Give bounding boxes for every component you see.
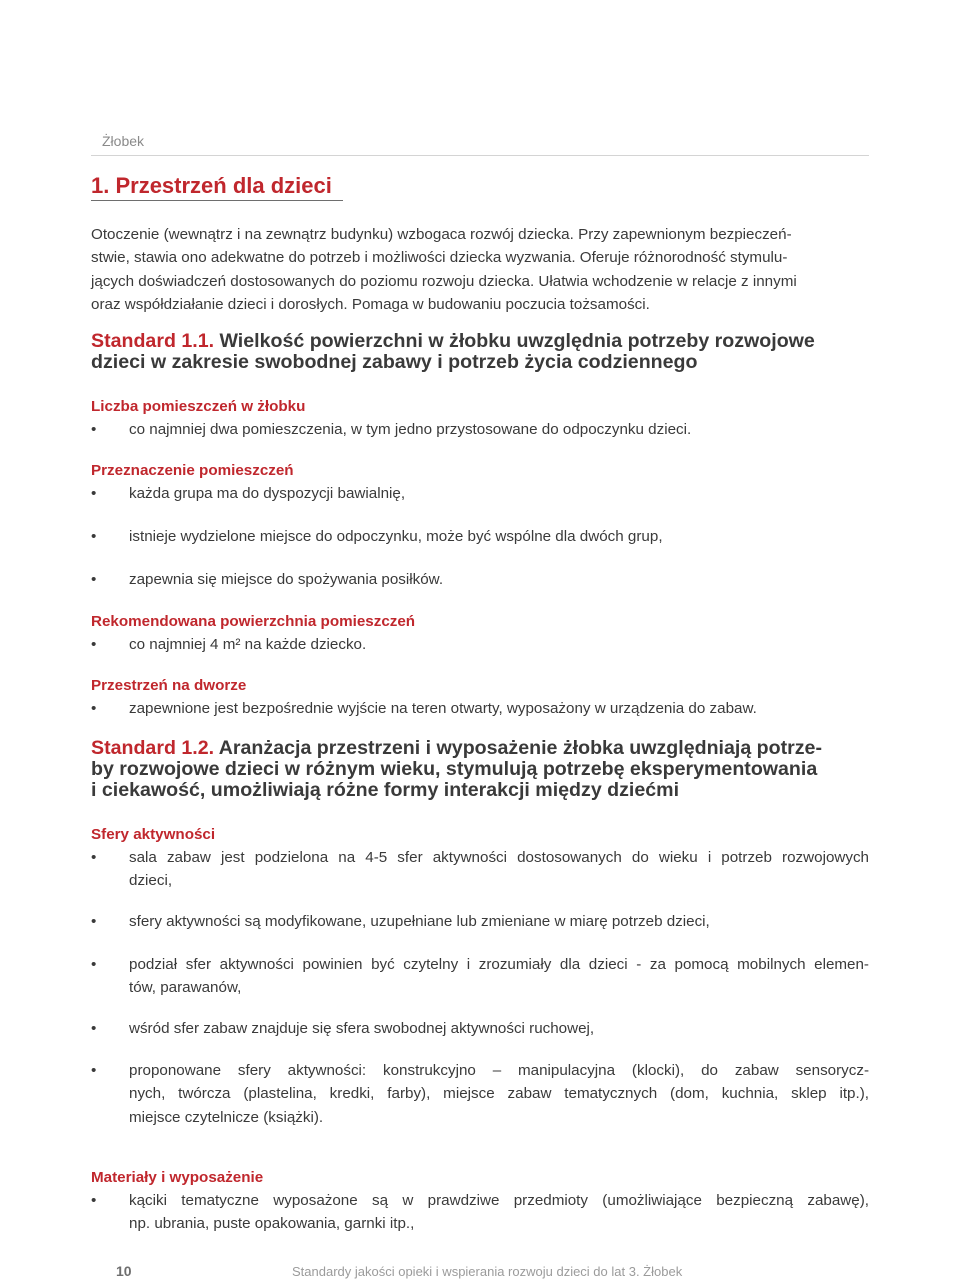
intro-line: jących doświadczeń dostosowanych do poziomu rozwoju dziecka. Ułatwia wchodzenie w relacje z innymi [91, 272, 797, 290]
standard-heading-line: by rozwojowe dzieci w różnym wieku, stymulują potrzebę eksperymentowania [91, 758, 818, 780]
page-number: 10 [116, 1263, 132, 1279]
standard-id: Standard 1.2. [91, 737, 215, 759]
list-item-text: wśród sfer zabaw znajduje się sfera swobodnej aktywności ruchowej, [129, 1020, 595, 1037]
bullet-icon: • [91, 421, 97, 438]
intro-line: Otoczenie (wewnątrz i na zewnątrz budynku) wzbogaca rozwój dziecka. Przy zapewnionym bezpieczeń- [91, 226, 792, 243]
list-item-text: co najmniej 4 m² na każde dziecko. [129, 636, 367, 653]
subheading-room-count: Liczba pomieszczeń w żłobku [91, 398, 306, 415]
intro-paragraph [91, 223, 869, 316]
bullet-icon: • [91, 1020, 97, 1037]
standard-heading-text: Aranżacja przestrzeni i wyposażenie żłobka uwzględniają potrze- [214, 737, 822, 759]
bullet-icon: • [91, 700, 97, 717]
list-item-text: zapewnione jest bezpośrednie wyjście na teren otwarty, wyposażony w urządzenia do zabaw. [129, 700, 757, 717]
list-item-text: miejsce czytelnicze (książki). [129, 1108, 324, 1126]
bullet-icon: • [91, 1192, 97, 1209]
standard-heading-text: Wielkość powierzchni w żłobku uwzględnia potrzeby rozwojowe [214, 330, 815, 352]
list-item-text: sala zabaw jest podzielona na 4-5 sfer aktywności dostosowanych do wieku i potrzeb rozwojowych [129, 849, 869, 866]
subheading-materials: Materiały i wyposażenie [91, 1169, 264, 1186]
header-divider [91, 155, 869, 156]
subheading-room-purpose: Przeznaczenie pomieszczeń [91, 462, 294, 479]
bullet-icon: • [91, 1062, 97, 1079]
standard-heading-line [91, 331, 869, 352]
standard-1-2-heading [91, 738, 869, 801]
list-item-text: dzieci, [129, 872, 173, 890]
list-item-text: zapewnia się miejsce do spożywania posiłków. [129, 571, 444, 588]
bullet-icon: • [91, 956, 97, 973]
standard-heading-line [91, 738, 869, 759]
list-item-text: np. ubrania, puste opakowania, garnki itp., [129, 1215, 415, 1233]
list-item-text: kąciki tematyczne wyposażone są w prawdziwe przedmioty (umożliwiające bezpieczną zabawę), [129, 1192, 869, 1209]
standard-heading-line: dzieci w zakresie swobodnej zabawy i potrzeb życia codziennego [91, 351, 698, 373]
standard-heading-line: i ciekawość, umożliwiają różne formy interakcji między dziećmi [91, 779, 680, 801]
section-title: 1. Przestrzeń dla dzieci [91, 173, 332, 198]
list-item-text: co najmniej dwa pomieszczenia, w tym jedno przystosowane do odpoczynku dzieci. [129, 421, 692, 438]
list-item-text: nych, twórcza (plastelina, kredki, farby), miejsce zabaw tematycznych (dom, kuchnia, sklep itp.), [129, 1085, 869, 1103]
subheading-activity-areas: Sfery aktywności [91, 826, 216, 843]
list-item-text: proponowane sfery aktywności: konstrukcyjno – manipulacyjna (klocki), do zabaw sensorycz- [129, 1062, 869, 1079]
list-item-text: każda grupa ma do dyspozycji bawialnię, [129, 485, 406, 502]
bullet-icon: • [91, 571, 97, 588]
bullet-icon: • [91, 528, 97, 545]
bullet-icon: • [91, 485, 97, 502]
list-item-text: istnieje wydzielone miejsce do odpoczynku, może być wspólne dla dwóch grup, [129, 528, 663, 545]
intro-line: stwie, stawia ono adekwatne do potrzeb i możliwości dziecka wyzwania. Oferuje różnorodność stymulu- [91, 249, 788, 267]
subheading-recommended-area: Rekomendowana powierzchnia pomieszczeń [91, 613, 416, 630]
running-footer: Standardy jakości opieki i wspierania rozwoju dzieci do lat 3. Żłobek [292, 1264, 683, 1279]
bullet-icon: • [91, 849, 97, 866]
bullet-icon: • [91, 636, 97, 653]
subheading-outdoor-space: Przestrzeń na dworze [91, 677, 247, 694]
bullet-icon: • [91, 913, 97, 930]
intro-line: oraz współdziałanie dzieci i dorosłych. Pomaga w budowaniu poczucia tożsamości. [91, 295, 650, 313]
list-item-text: sfery aktywności są modyfikowane, uzupełniane lub zmieniane w miarę potrzeb dzieci, [129, 913, 710, 930]
standard-1-1-heading [91, 331, 869, 373]
running-header: Żłobek [102, 133, 145, 149]
standard-id: Standard 1.1. [91, 330, 215, 352]
list-item-text: podział sfer aktywności powinien być czytelny i zrozumiały dla dzieci - za pomocą mobilnych elemen- [129, 956, 869, 973]
list-item-text: tów, parawanów, [129, 979, 242, 997]
title-underline [91, 200, 343, 201]
